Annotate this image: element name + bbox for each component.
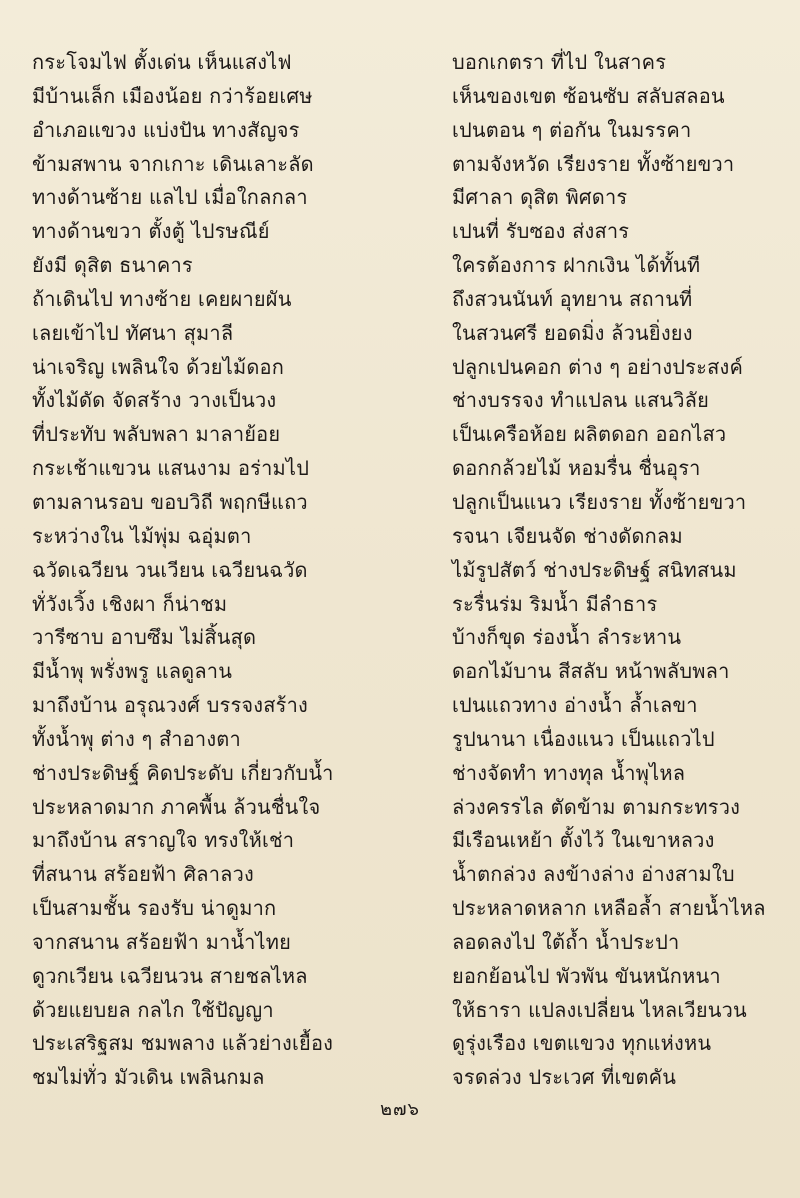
verse-line: ทางด้านซ้าย แลไป เมื่อใกลกลา: [32, 185, 308, 210]
verse-line: รจนา เจียนจัด ช่างดัดกลม: [452, 523, 683, 548]
verse-line: ทั้งน้ำพุ ต่าง ๆ สำอางตา: [32, 726, 241, 751]
page-number: ๒๗๖: [380, 1099, 420, 1120]
verse-line: ยังมี ดุสิต ธนาคาร: [32, 253, 193, 278]
verse-line: เห็นของเขต ซ้อนซับ สลับสลอน: [452, 83, 725, 108]
verse-line: ทั้งไม้ดัด จัดสร้าง วางเป็นวง: [32, 388, 277, 413]
verse-line: ช่างจัดทำ ทางทุล น้ำพุไหล: [452, 760, 686, 785]
verse-line: ประหลาดมาก ภาคพื้น ล้วนชื่นใจ: [32, 794, 321, 819]
verse-line: เปนตอน ๆ ต่อกัน ในมรรคา: [452, 117, 692, 142]
verse-line: ปลูกเปนคอก ต่าง ๆ อย่างประสงค์: [452, 354, 744, 379]
verse-line: มาถึงบ้าน อรุณวงศ์ บรรจงสร้าง: [32, 693, 309, 718]
verse-line: จากสนาน สร้อยฟ้า มาน้ำไทย: [32, 929, 292, 954]
verse-line: ระรื่นร่ม ริมน้ำ มีลำธาร: [452, 591, 658, 616]
verse-line: ดอกไม้บาน สีสลับ หน้าพลับพลา: [452, 659, 730, 684]
verse-line: ที่สนาน สร้อยฟ้า ศิลาลวง: [32, 862, 254, 887]
verse-line: บ้างก็ขุด ร่องน้ำ ลำระหาน: [452, 625, 682, 650]
verse-line: ทั่วังเวิ้ง เชิงผา ก็น่าชม: [32, 591, 228, 616]
verse-line: ยอกย้อนไป พัวพัน ขันหนักหนา: [452, 963, 721, 988]
verse-line: ลอดลงไป ใต้ถ้ำ น้ำประปา: [452, 929, 680, 954]
verse-line: ให้ธารา แปลงเปลี่ยน ไหลเวียนวน: [452, 997, 747, 1022]
verse-line: บอกเกตรา ที่ไป ในสาคร: [452, 50, 667, 74]
verse-line: ดอกกล้วยไม้ หอมรื่น ชื่นอุรา: [452, 456, 701, 481]
verse-line: ระหว่างใน ไม้พุ่ม ฉอุ่มตา: [32, 523, 252, 548]
verse-line: ดูรุ่งเรือง เขตแขวง ทุกแห่งหน: [452, 1031, 712, 1056]
verse-line: ที่ประทับ พลับพลา มาลาย้อย: [32, 422, 281, 447]
verse-line: ช่างบรรจง ทำแปลน แสนวิลัย: [452, 388, 710, 413]
verse-line: อำเภอแขวง แบ่งปัน ทางสัญจร: [32, 117, 300, 142]
verse-line: รูปนานา เนื่องแนว เป็นแถวไป: [452, 726, 715, 751]
verse-line: มีเรือนเหย้า ตั้งไว้ ในเขาหลวง: [452, 828, 715, 853]
verse-line: ชมไม่ทั่ว มัวเดิน เพลินกมล: [32, 1065, 265, 1090]
verse-line: ใครต้องการ ฝากเงิน ได้ทั้นที: [452, 253, 701, 278]
left-verse-column: [32, 46, 392, 1095]
verse-line: ดูวกเวียน เฉวียนวน สายชลไหล: [32, 963, 308, 988]
verse-line: ล่วงครรไล ตัดข้าม ตามกระทรวง: [452, 794, 741, 819]
verse-line: ด้วยแยบยล กลไก ใช้ปัญญา: [32, 997, 274, 1022]
verse-line: ข้ามสพาน จากเกาะ เดินเลาะลัด: [32, 151, 314, 176]
verse-line: ประเสริฐสม ชมพลาง แล้วย่างเยื้อง: [32, 1031, 334, 1056]
verse-line: ไม้รูปสัตว์ ช่างประดิษฐ์ สนิทสนม: [452, 557, 737, 582]
verse-line: เป็นสามชั้น รองรับ น่าดูมาก: [32, 896, 277, 921]
verse-line: ประหลาดหลาก เหลือล้ำ สายน้ำไหล: [452, 896, 766, 921]
verse-line: มีบ้านเล็ก เมืองน้อย กว่าร้อยเศษ: [32, 83, 313, 108]
verse-line: มีศาลา ดุสิต พิศดาร: [452, 185, 628, 210]
verse-line: ตามจังหวัด เรียงราย ทั้งซ้ายขวา: [452, 151, 735, 176]
verse-line: ช่างประดิษฐ์ คิดประดับ เกี่ยวกับน้ำ: [32, 760, 334, 785]
verse-line: น่าเจริญ เพลินใจ ด้วยไม้ดอก: [32, 354, 285, 379]
verse-line: วารีซาบ อาบซึม ไม่สิ้นสุด: [32, 625, 257, 650]
verse-line: ในสวนศรี ยอดมิ่ง ล้วนยิ่งยง: [452, 320, 693, 345]
verse-line: ตามลานรอบ ขอบวิถี พฤกษีแถว: [32, 489, 308, 514]
verse-line: มีน้ำพุ พรั่งพรู แลดูลาน: [32, 659, 233, 684]
verse-line: ถึงสวนนันท์ อุทยาน สถานที่: [452, 286, 693, 311]
verse-line: เปนที่ รับซอง ส่งสาร: [452, 219, 630, 244]
right-verse-column: [452, 46, 782, 1095]
verse-line: มาถึงบ้าน สราญใจ ทรงให้เช่า: [32, 828, 295, 853]
verse-line: ฉวัดเฉวียน วนเวียน เฉวียนฉวัด: [32, 557, 308, 582]
verse-line: ทางด้านขวา ตั้งตู้ ไปรษณีย์: [32, 219, 270, 244]
verse-line: เลยเข้าไป ทัศนา สุมาลี: [32, 320, 234, 345]
verse-line: กระโจมไฟ ตั้งเด่น เห็นแสงไฟ: [32, 50, 292, 74]
verse-line: เปนแถวทาง อ่างน้ำ ล้ำเลขา: [452, 693, 698, 718]
verse-line: กระเช้าแขวน แสนงาม อร่ามไป: [32, 456, 310, 481]
verse-line: เป็นเครือห้อย ผลิตดอก ออกไสว: [452, 422, 727, 447]
verse-line: ปลูกเป็นแนว เรียงราย ทั้งซ้ายขวา: [452, 489, 747, 514]
verse-line: จรดล่วง ประเวศ ที่เขตคัน: [452, 1065, 677, 1090]
verse-line: น้ำตกล่วง ลงข้างล่าง อ่างสามใบ: [452, 862, 735, 887]
verse-line: ถ้าเดินไป ทางซ้าย เคยผายผัน: [32, 286, 292, 311]
